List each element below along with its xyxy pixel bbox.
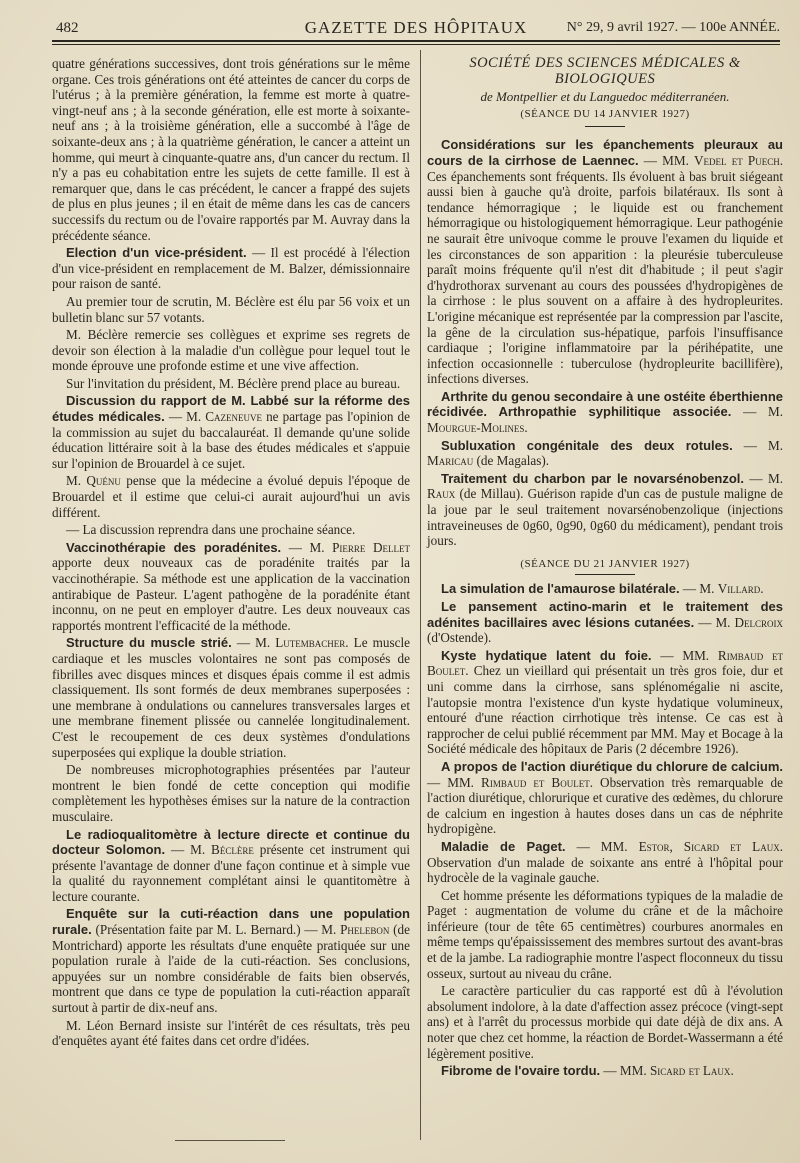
journal-title: GAZETTE DES HÔPITAUX: [304, 18, 528, 37]
column-divider: [420, 50, 421, 1140]
paragraph: M. Béclère remercie ses collègues et exprime ses regrets de devoir son élection à la maladie d'un collègue pour lequel tout le monde éprouve une profonde estime et une vive affection.: [52, 327, 410, 374]
session-date: (SÉANCE DU 21 JANVIER 1927): [520, 557, 690, 570]
section-kyste: Kyste hydatique latent du foie. — MM. Rimbaud et Boulet. Chez un vieillard qui présentait un très gros foie, dur et uni comme dans la cirrhose, sans splénomégalie ni ascite, l'autopsie montra l'existence d'un kyste hydatique volumineux, entouré d'une réaction cirrhotique très intense. Ce cas est à rapprocher de celui publié récemment par MM. May et Bocage à la Société médicale des hôpitaux de Paris (2 décembre 1926).: [427, 647, 784, 757]
paragraph: — La discussion reprendra dans une prochaine séance.: [66, 522, 356, 538]
author-name: Raux: [427, 486, 456, 502]
section-subluxation: Subluxation congénitale des deux rotules. — M. Maricau (de Magalas).: [427, 437, 783, 469]
paragraph: Au premier tour de scrutin, M. Béclère est élu par 56 voix et un bulletin blanc sur 57 votants.: [52, 293, 410, 325]
section-epanchements: Considérations sur les épanchements pleuraux au cours de la cirrhose de Laennec. — MM. Vedel et Puech. Ces épanchements sont fréquents. Ils évoluent à bas bruit siégeant aussi bien à gauche qu'à droite, parfois bilatéraux. Ils sont à tendance hémorragique ; le liquide est ou franchement hémorragique ou histologiquement hémorragique. Leur pathogénie ne saurait être univoque comme le prouve l'examen du liquide et les circonstances de son apparition : la pleurésie tuberculeuse paraît moins fréquente qu'il n'est dit d'habitude ; il peut s'agir d'hydrothorax survenant au cours des poussées d'hydropigènes de la cirrhose : le plus souvent on a affaire à des hydropleurites. L'origine mécanique est représentée par la compression par l'ascite, la gêne de la circulation sus-hépatique, parfois l'insuffisance cardiaque ; l'origine inflammatoire par la périhépatite, une infection occasionnelle : tuberculose (hydropleurite bacillifère), infections diverses.: [427, 137, 783, 387]
section-heading: La simulation de l'amaurose bilatérale.: [441, 581, 680, 597]
section-heading: Arthrite du genou secondaire à une ostéite éberthienne récidivée. Arthropathie syphilitique associée.: [427, 388, 783, 420]
header-rule: [52, 40, 780, 42]
society-title: SOCIÉTÉ DES SCIENCES MÉDICALES & BIOLOGIQUES: [469, 55, 741, 87]
section-heading: Maladie de Paget.: [441, 838, 566, 854]
paragraph: Sur l'invitation du président, M. Béclère prend place au bureau.: [66, 375, 401, 391]
section-vaccinotherapie: Vaccinothérapie des poradénites. — M. Pierre Dellet apporte deux nouveaux cas de poradénite traités par la vaccinothérapie. Sa méthode est une application de la vaccination antirabique de Pasteur. L'agent pathogène de la poradénite étant inconnu, on ne peut en employer d'autre. Les deux nouveaux cas rapportés montrent l'efficacité de la méthode.: [52, 539, 410, 633]
header-rule-thin: [52, 44, 780, 45]
author-name: Rimbaud et Boulet: [427, 647, 784, 679]
author-name: Villard: [717, 581, 761, 597]
paragraph: Le caractère particulier du cas rapporté est dû à l'évolution absolument indolore, à la date d'affection assez précoce (vingt-sept ans) et à l'arrêt du processus morbide qui date déjà de dix ans. A noter que chez cet homme, la réaction de Bordet-Wassermann a été légèrement positive.: [427, 983, 783, 1061]
society-subtitle: de Montpellier et du Languedoc méditerranéen.: [480, 89, 730, 105]
author-name: Lutembacher: [275, 635, 346, 651]
section-heading: Structure du muscle strié.: [66, 635, 232, 651]
section-heading: Le radioqualitomètre à lecture directe et continue du docteur Solomon.: [52, 826, 410, 858]
section-heading: Discussion du rapport de M. Labbé sur la réforme des études médicales.: [52, 393, 410, 425]
divider: [575, 574, 635, 575]
author-name: Cazeneuve: [205, 409, 263, 425]
author-name: Estor, Sicard et Laux: [638, 838, 780, 854]
author-name: Delcroix: [734, 614, 783, 630]
section-heading: Traitement du charbon par le novarsénobenzol.: [441, 470, 745, 486]
author-name: Pierre Dellet: [332, 539, 410, 555]
right-column: [427, 56, 783, 1081]
end-rule: [175, 1140, 285, 1141]
section-heading: Subluxation congénitale des deux rotules.: [441, 437, 733, 453]
section-heading: Vaccinothérapie des poradénites.: [66, 539, 282, 555]
session-date: (SÉANCE DU 14 JANVIER 1927): [520, 107, 690, 120]
section-amaurose: La simulation de l'amaurose bilatérale. — M. Villard.: [441, 581, 764, 597]
left-column: [52, 56, 410, 1051]
section-heading: Enquête sur la cuti-réaction dans une population rurale.: [52, 906, 410, 938]
section-election: Election d'un vice-président. — Il est procédé à l'élection d'un vice-président en remplacement de M. Balzer, démissionnaire pour raison de santé.: [52, 245, 410, 292]
section-enquete: Enquête sur la cuti-réaction dans une population rurale. (Présentation faite par M. L. Bernard.) — M. Phelebon (de Montrichard) apporte les résultats d'une enquête pratiquée sur une population rurale à l'aide de la cuti-réaction. Ses conclusions, appuyées sur un nombre considérable de faits bien observés, montrent que dans ce type de population la cuti-réaction apparaît surtout à partir de dix-neuf ans.: [52, 906, 411, 1016]
section-fibrome: Fibrome de l'ovaire tordu. — MM. Sicard et Laux.: [441, 1063, 734, 1079]
author-name: Maricau: [427, 453, 474, 469]
section-charbon: Traitement du charbon par le novarsénobenzol. — M. Raux (de Millau). Guérison rapide d'un cas de pustule maligne de la joue par le seul traitement novarsénobenzolique (injections intraveineuses de 0g60, 0g90, 0g60 du médicament), pendant trois jours.: [427, 470, 783, 549]
section-heading: Kyste hydatique latent du foie.: [441, 647, 652, 663]
paragraph: M. Léon Bernard insiste sur l'intérêt de ces résultats, très peu d'enquêtes ayant été faites dans cet ordre d'idées.: [52, 1017, 410, 1049]
section-arthrite: Arthrite du genou secondaire à une ostéite éberthienne récidivée. Arthropathie syphilitique associée. — M. Mourgue-Molines.: [427, 388, 783, 436]
author-name: Rimbaud et Boulet: [481, 774, 590, 790]
author-name: Vedel et Puech: [694, 152, 780, 168]
author-name: Mourgue-Molines: [427, 420, 525, 436]
paragraph: quatre générations successives, dont trois générations sur le même organe. Ces trois générations ont été atteintes de cancer du corps de l'utérus ; à la première génération, la femme est morte à quatre-vingt-neuf ans ; à la seconde génération, elle est morte à soixante-neuf ans ; à la troisième génération, elle a succombé à l'âge de soixante-deux ans ; à la quatrième génération, le cancer a atteint un homme, qui meurt à cinquante-quatre ans, d'un cancer du rectum. Il n'y a pas eu cohabitation entre les sujets de cette famille. Il est à remarquer que, dans le cas précédent, le cancer a frappé des sujets de plus en plus jeunes ; il en était de même dans les cas de cancers successifs du rectum ou de l'ovaire rapportés par M. Auvray dans la précédente séance.: [52, 56, 410, 243]
section-discussion: Discussion du rapport de M. Labbé sur la réforme des études médicales. — M. Cazeneuve ne partage pas l'opinion de la commission au sujet du baccalauréat. Il demande qu'une solide éducation littéraire soit à la base des études médicales et s'appuie sur l'opinion de Brouardel à ce sujet.: [52, 393, 410, 471]
page-number: 482: [56, 20, 79, 36]
section-muscle: Structure du muscle strié. — M. Lutembacher. Le muscle cardiaque et les muscles volontaires ne sont pas composés de fibrilles avec disques minces et disques épais comme il est admis classiquement. Ils sont formés de deux membranes superposées : une membrane à ondulations ou cannelures transversales larges et une membrane finement plissée ou cannelée longitudinalement. C'est le recoupement de ces deux systèmes d'ondulations superposées qui explique la double striation.: [52, 635, 411, 760]
author-name: Béclère: [211, 842, 254, 858]
section-radioqualitometre: Le radioqualitomètre à lecture directe et continue du docteur Solomon. — M. Béclère présente cet instrument qui présente l'avantage de donner d'une façon continue et à simple vue la qualité du rayonnement complétant ainsi le quantitomètre à lecture courante.: [52, 826, 410, 904]
section-pansement: Le pansement actino-marin et le traitement des adénites bacillaires avec lésions cutanées. — M. Delcroix (d'Ostende).: [427, 599, 783, 646]
divider: [585, 126, 625, 127]
section-heading: Fibrome de l'ovaire tordu.: [441, 1063, 601, 1079]
paragraph: Cet homme présente les déformations typiques de la maladie de Paget : augmentation de volume du crâne et de la mâchoire inférieure (tour de tête 65 centimètres) courbures anormales en même temps qu'épaississement des membres surtout des avant-bras et de la jambe. La radiographie montre l'aspect floconneux du tissu osseux, surtout au niveau du crâne.: [427, 887, 783, 981]
section-heading: Le pansement actino-marin et le traitement des adénites bacillaires avec lésions cutanées.: [427, 599, 783, 630]
paragraph: De nombreuses microphotographies présentées par l'auteur montrent le bien fondé de cette conception qui modifie complètement les hypothèses émises sur la nature de la contraction musculaire.: [52, 762, 410, 824]
section-heading: A propos de l'action diurétique du chlorure de calcium.: [441, 758, 783, 774]
author-name: Sicard et Laux: [649, 1063, 731, 1079]
section-heading: Election d'un vice-président.: [66, 245, 247, 261]
author-name: Quénu: [86, 473, 121, 489]
section-chlorure: A propos de l'action diurétique du chlorure de calcium. — MM. Rimbaud et Boulet. Observation très remarquable de l'action diurétique, chlorurique et curative des œdèmes, du chlorure de calcium en ingestion à hautes doses dans un cas de néphrite hydropigène.: [427, 758, 784, 837]
paragraph: M. Quénu pense que la médecine a évolué depuis l'époque de Brouardel et il estime que celui-ci aurait aujourd'hui un avis différent.: [52, 473, 410, 520]
author-name: Phelebon: [340, 922, 390, 938]
section-paget: Maladie de Paget. — MM. Estor, Sicard et Laux. Observation d'un malade de soixante ans entré à l'hôpital pour hydrocèle de la vaginale gauche.: [427, 838, 784, 886]
issue-info: N° 29, 9 avril 1927. — 100e ANNÉE.: [566, 20, 780, 35]
section-heading: Considérations sur les épanchements pleuraux au cours de la cirrhose de Laennec.: [427, 137, 783, 168]
